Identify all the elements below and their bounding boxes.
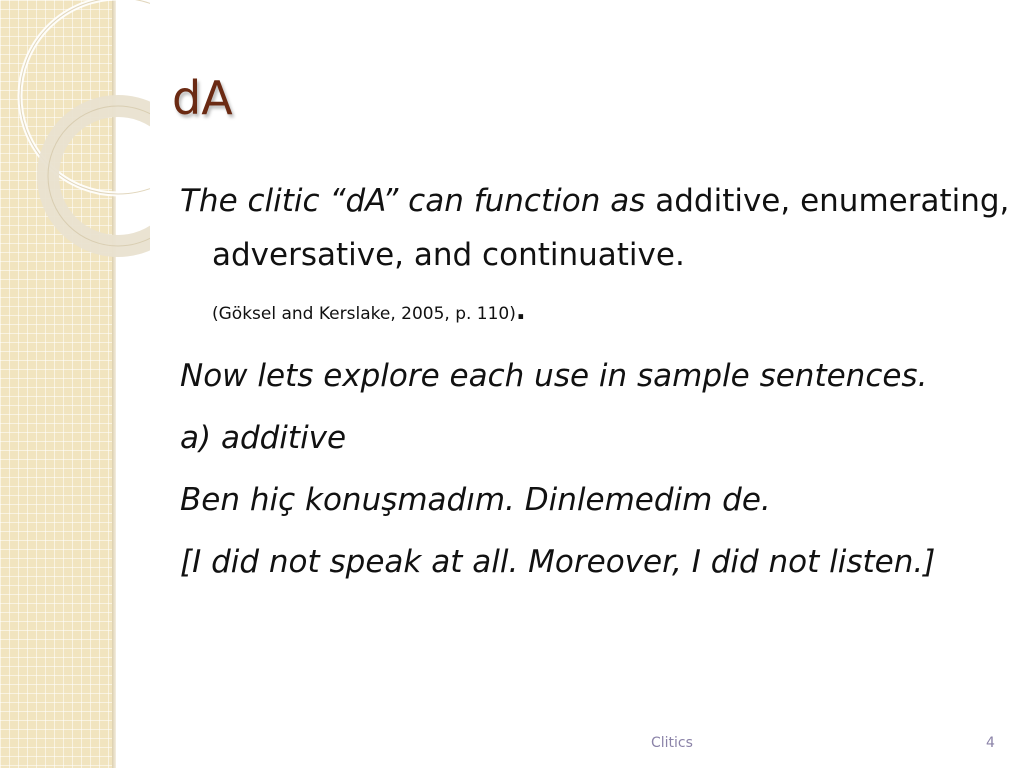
definition-paragraph bbox=[180, 174, 1010, 341]
citation: (Göksel and Kerslake, 2005, p. 110) bbox=[212, 304, 516, 324]
citation-period: . bbox=[515, 296, 526, 326]
slide-number: 4 bbox=[986, 735, 995, 751]
explore-paragraph: Now lets explore each use in sample sentences. bbox=[180, 358, 928, 394]
english-translation: [I did not speak at all. Moreover, I did not listen.] bbox=[180, 544, 936, 580]
decorative-circles bbox=[0, 0, 150, 300]
slide-body bbox=[180, 174, 1010, 597]
section-heading-additive: a) additive bbox=[180, 420, 347, 456]
slide-title: dA bbox=[172, 71, 233, 125]
turkish-example-sentence: Ben hiç konuşmadım. Dinlemedim de. bbox=[180, 482, 771, 518]
definition-intro: The clitic “dA” can function as bbox=[180, 183, 646, 219]
definition-functions: additive, enumerating, adversative, and continuative. bbox=[212, 183, 1010, 273]
footer-title: Clitics bbox=[651, 735, 693, 751]
